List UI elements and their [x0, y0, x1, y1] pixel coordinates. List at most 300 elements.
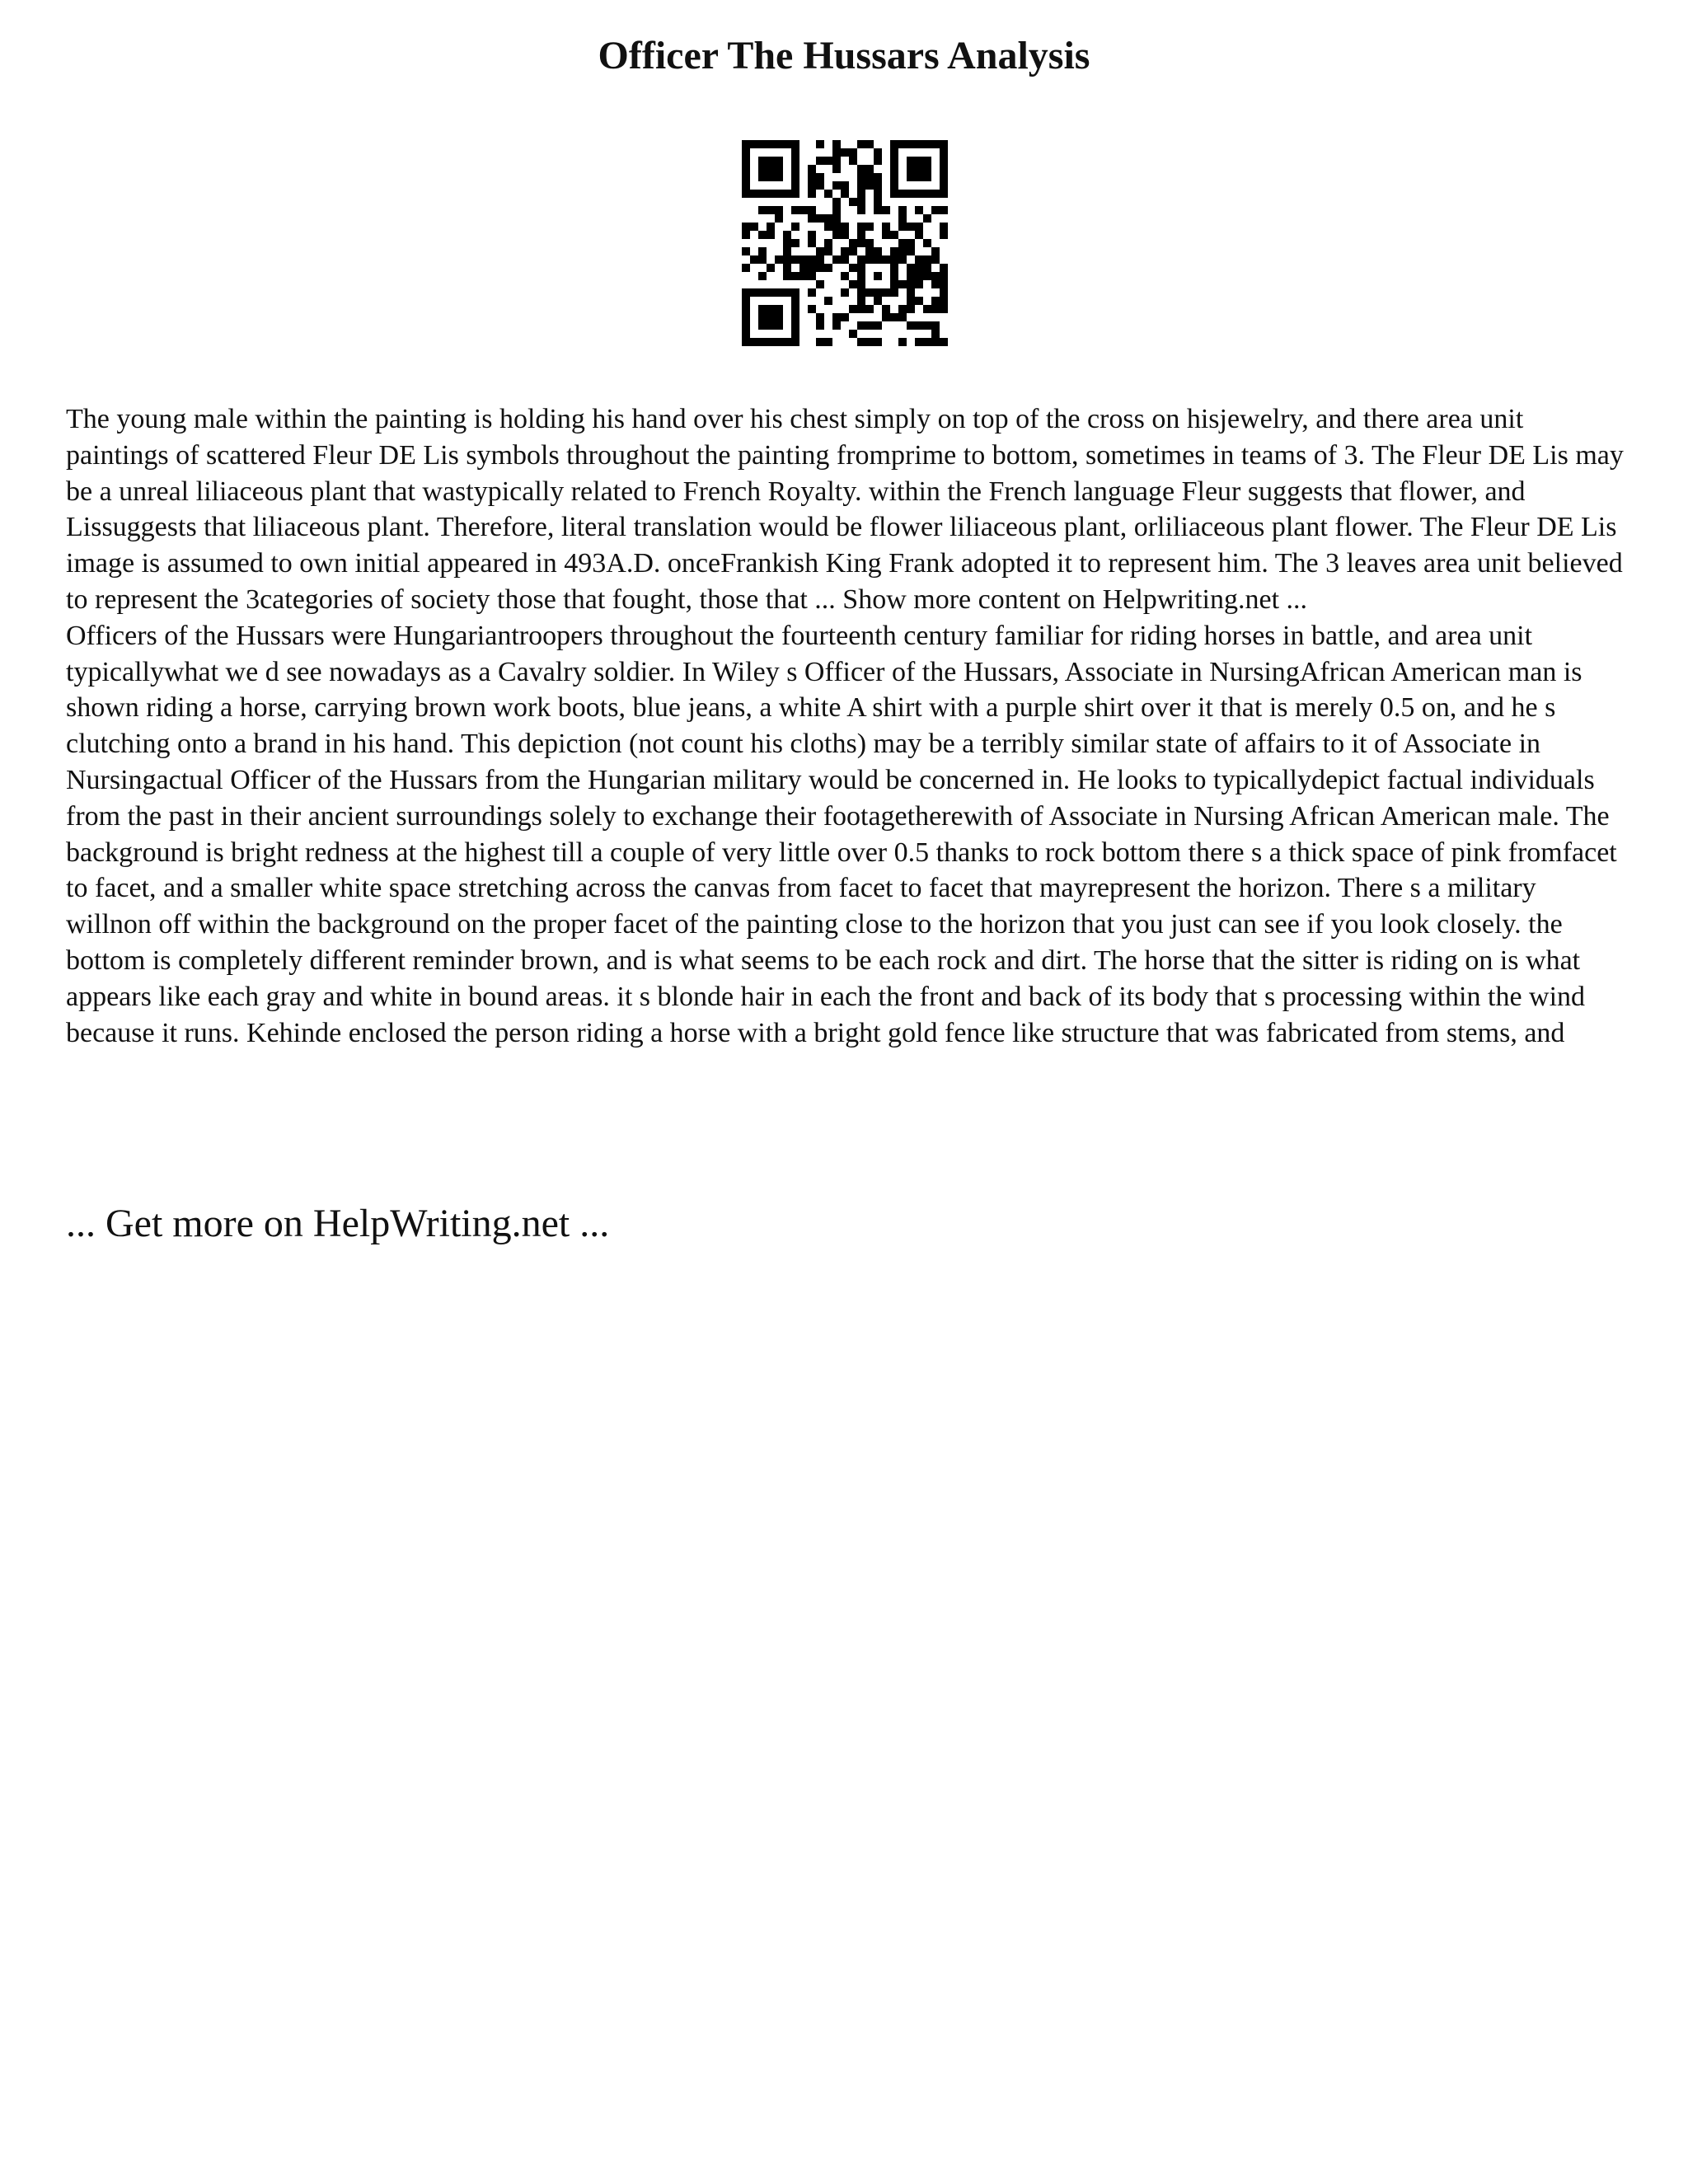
qr-module [915, 272, 923, 280]
qr-module [898, 223, 907, 231]
qr-module [783, 190, 791, 198]
qr-module [923, 338, 931, 346]
qr-module [874, 272, 882, 280]
qr-module [931, 305, 940, 313]
qr-module [816, 338, 824, 346]
qr-module [767, 305, 775, 313]
qr-module [832, 231, 841, 239]
qr-module [907, 288, 915, 297]
qr-module [865, 288, 874, 297]
qr-module [923, 165, 931, 173]
qr-module [758, 272, 767, 280]
qr-module [882, 305, 890, 313]
qr-module [799, 206, 808, 214]
qr-module [767, 157, 775, 165]
qr-module [874, 338, 882, 346]
page-title: Officer The Hussars Analysis [598, 34, 1090, 77]
qr-module [758, 190, 767, 198]
qr-module [865, 181, 874, 190]
qr-module [783, 239, 791, 247]
qr-module [742, 148, 750, 157]
qr-module [849, 305, 857, 313]
qr-module [808, 231, 816, 239]
qr-module [898, 214, 907, 223]
qr-module [857, 264, 865, 272]
qr-module [907, 272, 915, 280]
qr-module [824, 157, 832, 165]
qr-module [849, 157, 857, 165]
qr-module [791, 239, 799, 247]
qr-module [849, 330, 857, 338]
qr-module [758, 305, 767, 313]
qr-module [742, 157, 750, 165]
qr-module [865, 173, 874, 181]
qr-module [857, 181, 865, 190]
qr-module [808, 239, 816, 247]
qr-module [791, 330, 799, 338]
qr-module [874, 247, 882, 255]
qr-module [767, 140, 775, 148]
qr-module [907, 190, 915, 198]
qr-module [865, 255, 874, 264]
qr-module [832, 198, 841, 206]
paragraph-2: Officers of the Hussars were Hungariantroopers throughout the fourteenth century familiar for riding horses in battle, and area unit typicallywhat we d see nowadays as a Cavalry soldier. In Wiley s Officer of the Hussars, Associate in NursingAfrican American man is shown riding a horse, carrying brown work boots, blue jeans, a white A shirt with a purple shirt over it that is merely 0.5 on, and he s clutching onto a brand in his hand. This depiction (not count his cloths) may be a terribly similar state of affairs to it of Associate in Nursingactual Officer of the Hussars from the Hungarian military would be concerned in. He looks to typicallydepict factual individuals from the past in their ancient surroundings solely to exchange their footagetherewith of Associate in Nursing African American male. The background is bright redness at the highest till a couple of very little over 0.5 thanks to rock bottom there s a thick space of pink fromfacet to facet, and a smaller white space stretching across the canvas from facet to facet that mayrepresent the horizon. There s a military willnon off within the background on the proper facet of the painting close to the horizon that you just can see if you look closely. the bottom is completely different reminder brown, and is what seems to be each rock and dirt. The horse that the sitter is riding on is what appears like each gray and white in bound areas. it s blonde hair in each the front and back of its body that s processing within the wind because it runs. Kehinde enclosed the person riding a horse with a bright gold fence like structure that was fabricated from stems, and [66, 620, 1617, 1048]
qr-module [940, 264, 948, 272]
qr-module [742, 288, 750, 297]
qr-module [923, 321, 931, 330]
qr-module [775, 214, 783, 223]
qr-module [791, 148, 799, 157]
qr-module [890, 313, 898, 321]
qr-module [882, 255, 890, 264]
qr-module [783, 255, 791, 264]
qr-module [758, 321, 767, 330]
qr-module [865, 223, 874, 231]
qr-module [742, 305, 750, 313]
qr-module [923, 239, 931, 247]
qr-module [849, 280, 857, 288]
qr-module [742, 264, 750, 272]
qr-module [767, 321, 775, 330]
qr-module [915, 264, 923, 272]
qr-module [907, 297, 915, 305]
qr-module [791, 321, 799, 330]
qr-module [874, 198, 882, 206]
qr-module [775, 140, 783, 148]
qr-module [865, 140, 874, 148]
qr-module [857, 338, 865, 346]
qr-module [940, 165, 948, 173]
qr-module [931, 255, 940, 264]
qr-module [865, 338, 874, 346]
qr-module [940, 272, 948, 280]
qr-module [849, 264, 857, 272]
qr-module [824, 247, 832, 255]
qr-module [775, 313, 783, 321]
qr-module [799, 272, 808, 280]
qr-module [890, 272, 898, 280]
qr-module [931, 140, 940, 148]
qr-module [808, 173, 816, 181]
qr-module [931, 338, 940, 346]
qr-module [931, 272, 940, 280]
qr-module [742, 247, 750, 255]
qr-module [775, 255, 783, 264]
qr-module [915, 173, 923, 181]
qr-module [808, 272, 816, 280]
qr-module [890, 231, 898, 239]
qr-module [791, 157, 799, 165]
qr-module [857, 255, 865, 264]
qr-module [931, 321, 940, 330]
qr-module [857, 165, 865, 173]
qr-module [832, 206, 841, 214]
qr-module [915, 157, 923, 165]
qr-module [808, 288, 816, 297]
qr-module [832, 181, 841, 190]
qr-module [808, 264, 816, 272]
qr-module [898, 140, 907, 148]
qr-module [742, 181, 750, 190]
qr-module [832, 214, 841, 223]
qr-module [940, 288, 948, 297]
qr-module [832, 165, 841, 173]
qr-module [890, 140, 898, 148]
qr-module [791, 140, 799, 148]
qr-module [931, 330, 940, 338]
qr-module [857, 280, 865, 288]
qr-module [931, 206, 940, 214]
qr-module [857, 239, 865, 247]
qr-module [940, 173, 948, 181]
qr-module [898, 305, 907, 313]
qr-module [882, 231, 890, 239]
qr-module [874, 190, 882, 198]
qr-module [915, 190, 923, 198]
qr-module [923, 157, 931, 165]
qr-module [841, 231, 849, 239]
qr-module [940, 140, 948, 148]
qr-module [915, 223, 923, 231]
qr-module [882, 206, 890, 214]
qr-code-image [742, 140, 948, 346]
qr-module [857, 173, 865, 181]
qr-module [791, 255, 799, 264]
qr-module [841, 247, 849, 255]
qr-module [775, 190, 783, 198]
qr-module [767, 264, 775, 272]
qr-module [923, 214, 931, 223]
qr-module [915, 255, 923, 264]
qr-module [890, 190, 898, 198]
qr-module [750, 288, 758, 297]
qr-module [767, 223, 775, 231]
qr-module [816, 321, 824, 330]
qr-module [758, 313, 767, 321]
qr-module [742, 330, 750, 338]
qr-module [816, 157, 824, 165]
qr-module [816, 140, 824, 148]
qr-module [940, 305, 948, 313]
qr-module [791, 181, 799, 190]
qr-module [799, 255, 808, 264]
qr-module [857, 198, 865, 206]
article-body [66, 401, 1625, 1051]
qr-module [775, 206, 783, 214]
qr-module [898, 338, 907, 346]
qr-module [767, 206, 775, 214]
qr-module [742, 190, 750, 198]
qr-module [841, 181, 849, 190]
qr-module [907, 305, 915, 313]
qr-module [849, 239, 857, 247]
qr-module [857, 223, 865, 231]
qr-module [758, 231, 767, 239]
qr-module [890, 173, 898, 181]
qr-module [940, 148, 948, 157]
qr-module [742, 297, 750, 305]
qr-module [824, 264, 832, 272]
qr-module [857, 140, 865, 148]
qr-module [857, 297, 865, 305]
qr-module [898, 190, 907, 198]
qr-module [857, 321, 865, 330]
qr-module [791, 190, 799, 198]
qr-module [816, 264, 824, 272]
qr-module [915, 321, 923, 330]
qr-module [865, 321, 874, 330]
qr-module [824, 223, 832, 231]
qr-module [923, 272, 931, 280]
qr-module [898, 239, 907, 247]
qr-module [808, 214, 816, 223]
qr-module [767, 313, 775, 321]
qr-module [931, 247, 940, 255]
qr-module [849, 247, 857, 255]
qr-module [857, 190, 865, 198]
qr-module [750, 190, 758, 198]
qr-module [865, 305, 874, 313]
qr-module [890, 165, 898, 173]
qr-module [931, 280, 940, 288]
qr-module [767, 165, 775, 173]
qr-module [882, 288, 890, 297]
qr-module [799, 264, 808, 272]
qr-module [791, 313, 799, 321]
qr-module [824, 239, 832, 247]
qr-module [758, 165, 767, 173]
qr-module [874, 288, 882, 297]
qr-module [758, 255, 767, 264]
qr-module [758, 206, 767, 214]
qr-module [907, 239, 915, 247]
qr-module [750, 255, 758, 264]
qr-module [907, 247, 915, 255]
qr-module [816, 313, 824, 321]
qr-module [816, 181, 824, 190]
qr-module [865, 247, 874, 255]
qr-module [841, 313, 849, 321]
qr-module [742, 338, 750, 346]
qr-module [915, 297, 923, 305]
qr-module [750, 140, 758, 148]
qr-module [767, 231, 775, 239]
qr-module [874, 173, 882, 181]
qr-module [940, 297, 948, 305]
qr-module [775, 173, 783, 181]
qr-module [783, 272, 791, 280]
qr-module [816, 280, 824, 288]
qr-module [750, 223, 758, 231]
qr-module [857, 206, 865, 214]
qr-module [890, 255, 898, 264]
qr-module [865, 239, 874, 247]
qr-module [940, 231, 948, 239]
get-more-link[interactable]: ... Get more on HelpWriting.net ... [66, 1202, 610, 1245]
qr-module [742, 165, 750, 173]
qr-module [832, 157, 841, 165]
qr-module [931, 297, 940, 305]
qr-module [767, 173, 775, 181]
qr-module [791, 272, 799, 280]
qr-module [791, 305, 799, 313]
qr-module [849, 198, 857, 206]
qr-module [742, 173, 750, 181]
qr-module [750, 338, 758, 346]
qr-module [865, 165, 874, 173]
qr-module [832, 313, 841, 321]
qr-module [907, 223, 915, 231]
qr-module [758, 338, 767, 346]
qr-module [915, 165, 923, 173]
qr-module [907, 140, 915, 148]
qr-module [783, 231, 791, 239]
qr-module [874, 321, 882, 330]
qr-module [898, 280, 907, 288]
qr-module [915, 140, 923, 148]
qr-module [824, 297, 832, 305]
qr-module [791, 173, 799, 181]
qr-module [824, 190, 832, 198]
qr-module [907, 157, 915, 165]
qr-module [898, 255, 907, 264]
qr-module [907, 321, 915, 330]
paragraph-1: The young male within the painting is holding his hand over his chest simply on top of the cross on hisjewelry, and there area unit paintings of scattered Fleur DE Lis symbols throughout the painting fromprime to bottom, sometimes in teams of 3. The Fleur DE Lis may be a unreal liliaceous plant that wastypically related to French Royalty. within the French language Fleur suggests that flower, and Lissuggests that liliaceous plant. Therefore, literal translation would be flower liliaceous plant, orliliaceous plant flower. The Fleur DE Lis image is assumed to own initial appeared in 493A.D. onceFrankish King Frank adopted it to represent him. The 3 leaves area unit believed to represent the 3categories of society those that fought, those that ... Show more content on Helpwriting.net ... [66, 404, 1624, 615]
qr-module [775, 338, 783, 346]
qr-module [783, 140, 791, 148]
qr-module [874, 157, 882, 165]
qr-module [923, 255, 931, 264]
qr-module [808, 206, 816, 214]
qr-module [874, 181, 882, 190]
qr-module [816, 173, 824, 181]
qr-module [890, 181, 898, 190]
qr-module [824, 214, 832, 223]
qr-module [849, 148, 857, 157]
qr-module [791, 165, 799, 173]
qr-module [742, 321, 750, 330]
qr-module [898, 206, 907, 214]
qr-module [742, 313, 750, 321]
qr-module [907, 173, 915, 181]
qr-module [841, 288, 849, 297]
qr-module [758, 140, 767, 148]
qr-module [841, 190, 849, 198]
qr-module [791, 223, 799, 231]
qr-module [874, 148, 882, 157]
qr-module [882, 223, 890, 231]
qr-module [841, 255, 849, 264]
qr-module [783, 264, 791, 272]
qr-module [882, 313, 890, 321]
qr-module [767, 190, 775, 198]
qr-module [808, 165, 816, 173]
qr-module [874, 206, 882, 214]
qr-module [940, 280, 948, 288]
qr-module [783, 338, 791, 346]
qr-module [783, 288, 791, 297]
qr-module [940, 223, 948, 231]
qr-module [832, 321, 841, 330]
qr-module [791, 297, 799, 305]
qr-module [816, 247, 824, 255]
qr-module [775, 157, 783, 165]
qr-module [857, 272, 865, 280]
qr-module [824, 338, 832, 346]
qr-module [808, 255, 816, 264]
qr-module [915, 206, 923, 214]
qr-module [857, 231, 865, 239]
qr-module [758, 247, 767, 255]
qr-module [915, 231, 923, 239]
qr-module [874, 255, 882, 264]
qr-module [890, 148, 898, 157]
qr-module [857, 305, 865, 313]
qr-code-icon [742, 140, 948, 346]
qr-module [775, 165, 783, 173]
qr-module [832, 148, 841, 157]
qr-module [931, 190, 940, 198]
qr-module [808, 190, 816, 198]
qr-module [940, 181, 948, 190]
qr-module [808, 181, 816, 190]
qr-module [816, 255, 824, 264]
qr-module [898, 247, 907, 255]
qr-module [857, 288, 865, 297]
qr-module [907, 264, 915, 272]
qr-module [915, 280, 923, 288]
qr-module [915, 338, 923, 346]
qr-module [832, 140, 841, 148]
qr-module [890, 157, 898, 165]
qr-module [841, 148, 849, 157]
qr-module [832, 223, 841, 231]
qr-module [742, 231, 750, 239]
qr-module [791, 206, 799, 214]
qr-module [758, 157, 767, 165]
qr-module [816, 214, 824, 223]
qr-module [890, 280, 898, 288]
qr-module [783, 247, 791, 255]
qr-module [907, 280, 915, 288]
qr-module [907, 165, 915, 173]
qr-module [767, 288, 775, 297]
qr-module [890, 288, 898, 297]
qr-module [874, 297, 882, 305]
qr-module [775, 321, 783, 330]
qr-module [775, 288, 783, 297]
qr-module [832, 255, 841, 264]
